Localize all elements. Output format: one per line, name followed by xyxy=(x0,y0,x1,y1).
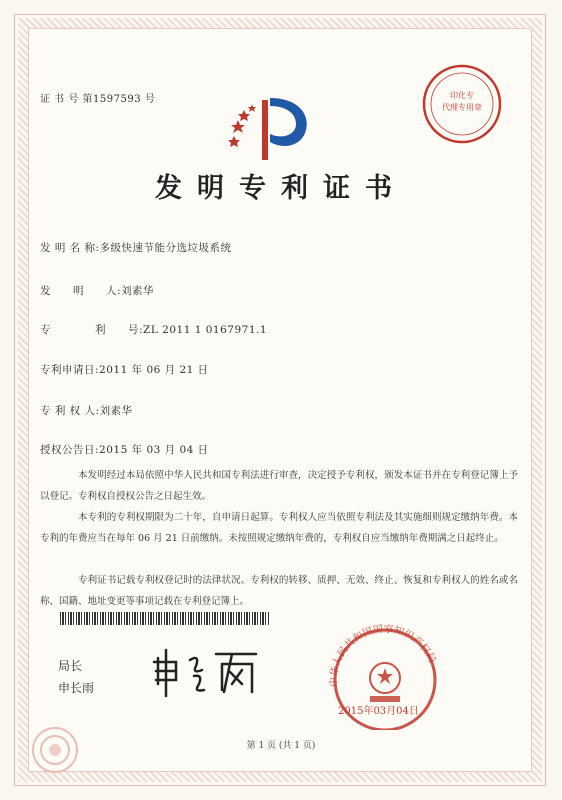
certificate-title: 发明专利证书 xyxy=(155,173,407,204)
page-footer: 第 1 页 (共 1 页) xyxy=(246,741,316,751)
field-label: 专 利 权 人: xyxy=(40,405,100,417)
field-value: 2015 年 03 月 04 日 xyxy=(99,444,209,456)
field-inventor xyxy=(40,283,154,298)
paragraph-grant: 本发明经过本局依照中华人民共和国专利法进行审查，决定授予专利权，颁发本证书并在专利登记簿上予以登记。专利权自授权公告之日起生效。 xyxy=(40,470,518,502)
field-value: 2011 年 06 月 21 日 xyxy=(99,364,209,376)
field-label: 授权公告日: xyxy=(40,444,100,456)
field-value: 多级快速节能分选垃圾系统 xyxy=(99,242,232,254)
field-invention-name xyxy=(40,240,232,255)
field-label: 发 明 名 称: xyxy=(40,242,100,254)
handwritten-signature xyxy=(148,640,268,700)
field-grant-date xyxy=(40,442,209,457)
field-value: 刘素华 xyxy=(121,285,155,297)
field-label: 专利申请日: xyxy=(40,364,100,376)
patent-office-logo xyxy=(226,92,316,164)
field-patent-number xyxy=(40,322,267,337)
seal-date: 2015年03月04日 xyxy=(338,706,419,717)
agency-stamp xyxy=(420,62,504,146)
barcode xyxy=(60,612,270,625)
field-filing-date xyxy=(40,362,209,377)
paragraph-term: 本专利的专利权期限为二十年，自申请日起算。专利权人应当依照专利法及其实施细则规定缴纳年费。本专利的年费应当在每年 06 月 21 日前缴纳。未按照规定缴纳年费的，专利权自应当缴纳年费期满之日起终止。 xyxy=(40,512,518,544)
svg-text:代理专用章: 代理专用章 xyxy=(442,103,482,112)
signatory-name: 申长雨 xyxy=(58,681,95,695)
field-value: ZL 2011 1 0167971.1 xyxy=(143,324,268,336)
field-label: 发 明 人: xyxy=(40,285,122,297)
signatory-title: 局长 xyxy=(58,659,83,673)
certificate-number: 证 书 号 第1597593 号 xyxy=(40,94,156,105)
decorative-corner-ornament xyxy=(20,700,90,780)
field-label: 专 利 号: xyxy=(40,324,144,336)
paragraph-legal-status: 专利证书记载专利权登记时的法律状况。专利权的转移、质押、无效、终止、恢复和专利权人的姓名或名称、国籍、地址变更等事项记载在专利登记簿上。 xyxy=(40,575,518,607)
field-value: 刘素华 xyxy=(99,405,133,417)
field-patentee xyxy=(40,403,133,418)
svg-text:中华人民共和国国家知识产权局: 中华人民共和国国家知识产权局 xyxy=(328,624,438,687)
svg-text:印化专: 印化专 xyxy=(450,91,474,100)
